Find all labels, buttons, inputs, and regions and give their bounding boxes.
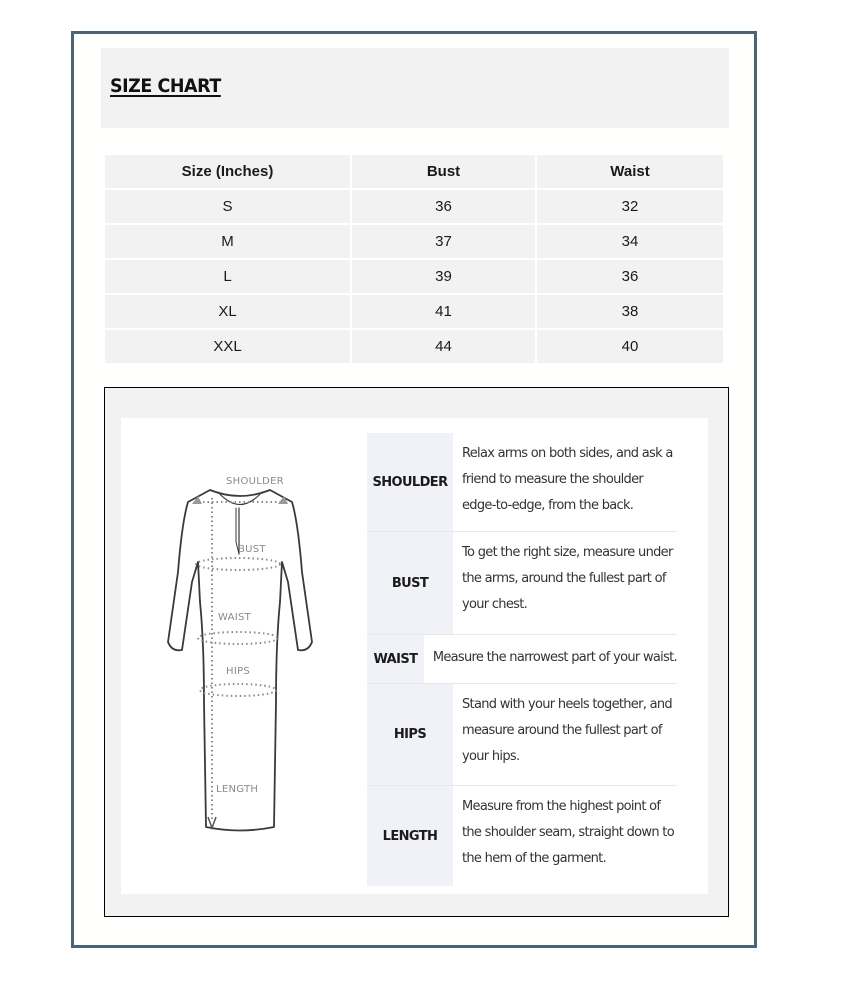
garment-outline xyxy=(168,490,312,831)
column-header-bust: Bust xyxy=(352,155,535,188)
waist-cell: 40 xyxy=(537,330,723,363)
bust-cell: 41 xyxy=(352,295,535,328)
bust-cell: 37 xyxy=(352,225,535,258)
table-row xyxy=(105,225,723,258)
diagram-label-length: LENGTH xyxy=(216,784,259,795)
guide-row-waist xyxy=(367,635,677,684)
waist-cell: 34 xyxy=(537,225,723,258)
guide-description: Stand with your heels together, and measure around the fullest part of your hips. xyxy=(462,697,672,764)
guide-description: To get the right size, measure under the arms, around the fullest part of your chest. xyxy=(462,545,673,612)
table-row xyxy=(105,330,723,363)
garment-diagram-icon xyxy=(140,462,320,842)
guide-key: BUST xyxy=(367,532,453,634)
guide-row-shoulder xyxy=(367,433,677,532)
diagram-label-hips: HIPS xyxy=(226,666,251,677)
guide-row-bust xyxy=(367,532,677,635)
guide-description: Measure the narrowest part of your waist. xyxy=(432,650,677,665)
size-cell: XL xyxy=(105,295,350,328)
bust-cell: 39 xyxy=(352,260,535,293)
diagram-label-bust: BUST xyxy=(238,544,266,555)
size-cell: XXL xyxy=(105,330,350,363)
table-header-row xyxy=(105,155,723,188)
waist-cell: 32 xyxy=(537,190,723,223)
size-cell: M xyxy=(105,225,350,258)
measurement-guide-table xyxy=(367,433,677,886)
guide-row-length xyxy=(367,786,677,886)
page-title: SIZE CHART xyxy=(110,75,221,97)
guide-key: WAIST xyxy=(367,635,424,683)
column-header-waist: Waist xyxy=(537,155,723,188)
waist-cell: 36 xyxy=(537,260,723,293)
size-cell: S xyxy=(105,190,350,223)
guide-key: SHOULDER xyxy=(367,433,453,531)
table-row xyxy=(105,260,723,293)
bust-cell: 44 xyxy=(352,330,535,363)
column-header-size: Size (Inches) xyxy=(105,155,350,188)
guide-key: HIPS xyxy=(367,684,453,785)
diagram-label-shoulder: SHOULDER xyxy=(226,476,284,487)
waist-cell: 38 xyxy=(537,295,723,328)
diagram-label-waist: WAIST xyxy=(218,612,252,623)
bust-cell: 36 xyxy=(352,190,535,223)
size-cell: L xyxy=(105,260,350,293)
title-band xyxy=(101,48,729,128)
size-table xyxy=(103,153,725,365)
guide-description: Relax arms on both sides, and ask a friend to measure the shoulder edge-to-edge, from the back. xyxy=(462,446,673,513)
guide-key: LENGTH xyxy=(367,786,453,886)
table-row xyxy=(105,190,723,223)
table-row xyxy=(105,295,723,328)
guide-description: Measure from the highest point of the shoulder seam, straight down to the hem of the garment. xyxy=(462,799,674,866)
guide-row-hips xyxy=(367,684,677,786)
